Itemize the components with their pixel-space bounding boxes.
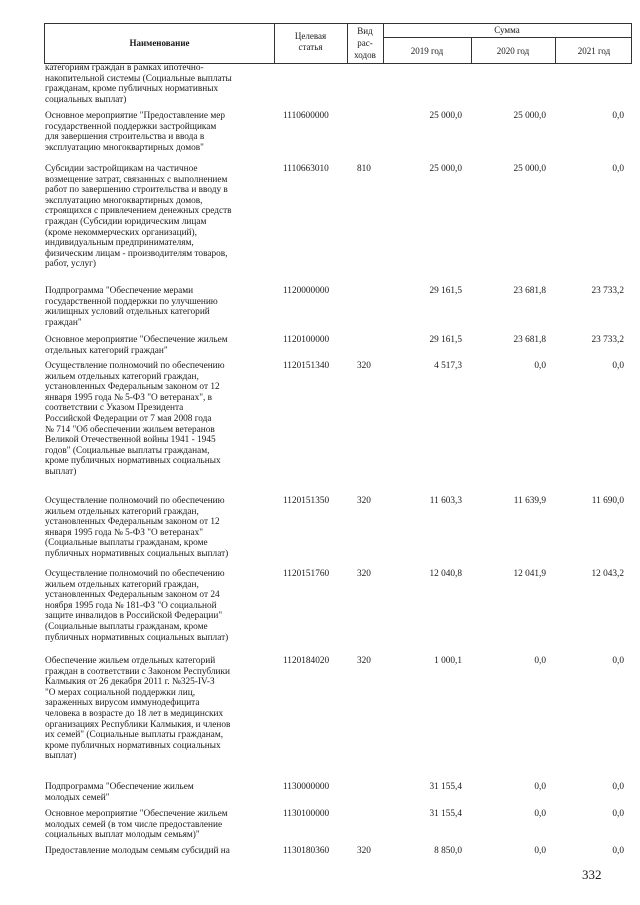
row-sum-2020: 23 681,8 — [513, 286, 546, 296]
row-code: 1130100000 — [283, 809, 330, 819]
row-sum-2019: 11 603,3 — [429, 496, 462, 506]
row-code: 1120151760 — [283, 569, 330, 579]
row-code: 1110600000 — [283, 111, 329, 121]
row-sum-2020: 25 000,0 — [513, 111, 546, 121]
row-code: 1130000000 — [283, 782, 330, 792]
row-code: 1110663010 — [283, 164, 329, 174]
row-name: Осуществление полномочий по обеспечению жильем отдельных категорий граждан, установленных Федеральным законом от 24 ноября 1995 года № 181-ФЗ "О социальной защите инвалидов в Российской Федерации" (Социальные выплаты гражданам, кроме публичных нормативных социальных выплат) — [45, 569, 229, 643]
row-sum-2021: 0,0 — [612, 361, 624, 371]
row-vid: 810 — [357, 164, 371, 174]
row-sum-2019: 29 161,5 — [429, 335, 462, 345]
row-name: Субсидии застройщикам на частичное возмещение затрат, связанных с выполнением работ по завершению строительства и вводу в эксплуатацию многоквартирных домов, строящихся с привлечением денежных средств граждан (Субсидии юридическим лицам (кроме некоммерческих организаций), индивидуальным предпринимателям, физическим лицам - производителям товаров, работ, услуг) — [45, 164, 232, 270]
row-sum-2019: 29 161,5 — [429, 286, 462, 296]
header-name: Наименование — [129, 38, 190, 48]
row-name: Подпрограмма "Обеспечение жильем молодых семей" — [45, 782, 194, 803]
row-sum-2020: 12 041,9 — [513, 569, 546, 579]
row-name: Основное мероприятие "Обеспечение жильем отдельных категорий граждан" — [45, 335, 228, 356]
header-sum: Сумма — [494, 25, 520, 35]
row-vid: 320 — [357, 496, 371, 506]
row-name: Подпрограмма "Обеспечение мерами государственной поддержки по улучшению жилищных условий отдельных категорий граждан" — [45, 286, 218, 328]
row-sum-2019: 25 000,0 — [429, 164, 462, 174]
row-sum-2021: 0,0 — [612, 164, 624, 174]
header-year-2021: 2021 год — [577, 46, 611, 56]
row-sum-2020: 0,0 — [534, 361, 546, 371]
row-name: Предоставление молодым семьям субсидий на — [45, 846, 230, 856]
row-sum-2019: 31 155,4 — [429, 809, 462, 819]
row-name: Обеспечение жильем отдельных категорий граждан в соответствии с Законом Республики Калмыкия от 26 декабря 2011 г. №325-IV-З "О мерах социальной поддержки лиц, зараженных вирусом иммунодефицита человека в возрасте до 18 лет в медицинских организациях Республики Калмыкия, и членов их семей" (Социальные выплаты гражданам, кроме публичных нормативных социальных выплат) — [45, 656, 231, 762]
row-name: категориям граждан в рамках ипотечно- накопительной системы (Социальные выплаты гражданам, кроме публичных нормативных социальных выплат) — [45, 63, 232, 105]
row-code: 1120151340 — [283, 361, 330, 371]
row-sum-2021: 12 043,2 — [591, 569, 624, 579]
row-code: 1130180360 — [283, 846, 330, 856]
row-sum-2020: 11 639,9 — [513, 496, 546, 506]
header-code: Целевая статья — [294, 31, 327, 52]
row-sum-2019: 4 517,3 — [434, 361, 462, 371]
header-year-2019: 2019 год — [410, 46, 444, 56]
row-sum-2020: 0,0 — [534, 656, 546, 666]
row-name: Осуществление полномочий по обеспечению жильем отдельных категорий граждан, установленных Федеральным законом от 12 января 1995 года № 5-ФЗ "О ветеранах" (Социальные выплаты гражданам, кроме публичных нормативных социальных выплат) — [45, 496, 229, 559]
row-sum-2021: 23 733,2 — [591, 335, 624, 345]
row-sum-2020: 23 681,8 — [513, 335, 546, 345]
row-code: 1120100000 — [283, 335, 330, 345]
row-sum-2020: 0,0 — [534, 846, 546, 856]
row-sum-2020: 25 000,0 — [513, 164, 546, 174]
row-code: 1120184020 — [283, 656, 330, 666]
row-code: 1120151350 — [283, 496, 330, 506]
row-sum-2019: 1 000,1 — [434, 656, 462, 666]
row-sum-2021: 0,0 — [612, 782, 624, 792]
row-sum-2021: 0,0 — [612, 656, 624, 666]
row-sum-2019: 25 000,0 — [429, 111, 462, 121]
row-sum-2021: 0,0 — [612, 809, 624, 819]
row-sum-2021: 0,0 — [612, 846, 624, 856]
row-sum-2019: 12 040,8 — [429, 569, 462, 579]
row-vid: 320 — [357, 846, 371, 856]
row-sum-2020: 0,0 — [534, 782, 546, 792]
page-number: 332 — [582, 867, 602, 882]
row-sum-2021: 23 733,2 — [591, 286, 624, 296]
row-sum-2021: 11 690,0 — [591, 496, 624, 506]
row-code: 1120000000 — [283, 286, 330, 296]
row-sum-2019: 8 850,0 — [434, 846, 462, 856]
row-name: Осуществление полномочий по обеспечению жильем отдельных категорий граждан, установленных Федеральным законом от 12 января 1995 года № 5-ФЗ "О ветеранах", в соответствии с Указом Президента Российской Федерации от 7 мая 2008 года № 714 "Об обеспечении жильем ветеранов Великой Отечественной войны 1941 - 1945 годов" (Социальные выплаты гражданам, кроме публичных нормативных социальных выплат) — [45, 361, 225, 477]
row-sum-2020: 0,0 — [534, 809, 546, 819]
row-vid: 320 — [357, 569, 371, 579]
row-vid: 320 — [357, 656, 371, 666]
row-sum-2021: 0,0 — [612, 111, 624, 121]
header-vid: Вид рас- ходов — [354, 26, 376, 60]
table-header — [44, 23, 632, 64]
header-year-2020: 2020 год — [496, 46, 530, 56]
row-name: Основное мероприятие "Предоставление мер государственной поддержки застройщикам для завершения строительства и ввода в эксплуатацию многоквартирных домов" — [45, 111, 226, 153]
row-name: Основное мероприятие "Обеспечение жильем молодых семей (в том числе предоставление социальных выплат молодым семьям)" — [45, 809, 228, 841]
row-sum-2019: 31 155,4 — [429, 782, 462, 792]
row-vid: 320 — [357, 361, 371, 371]
